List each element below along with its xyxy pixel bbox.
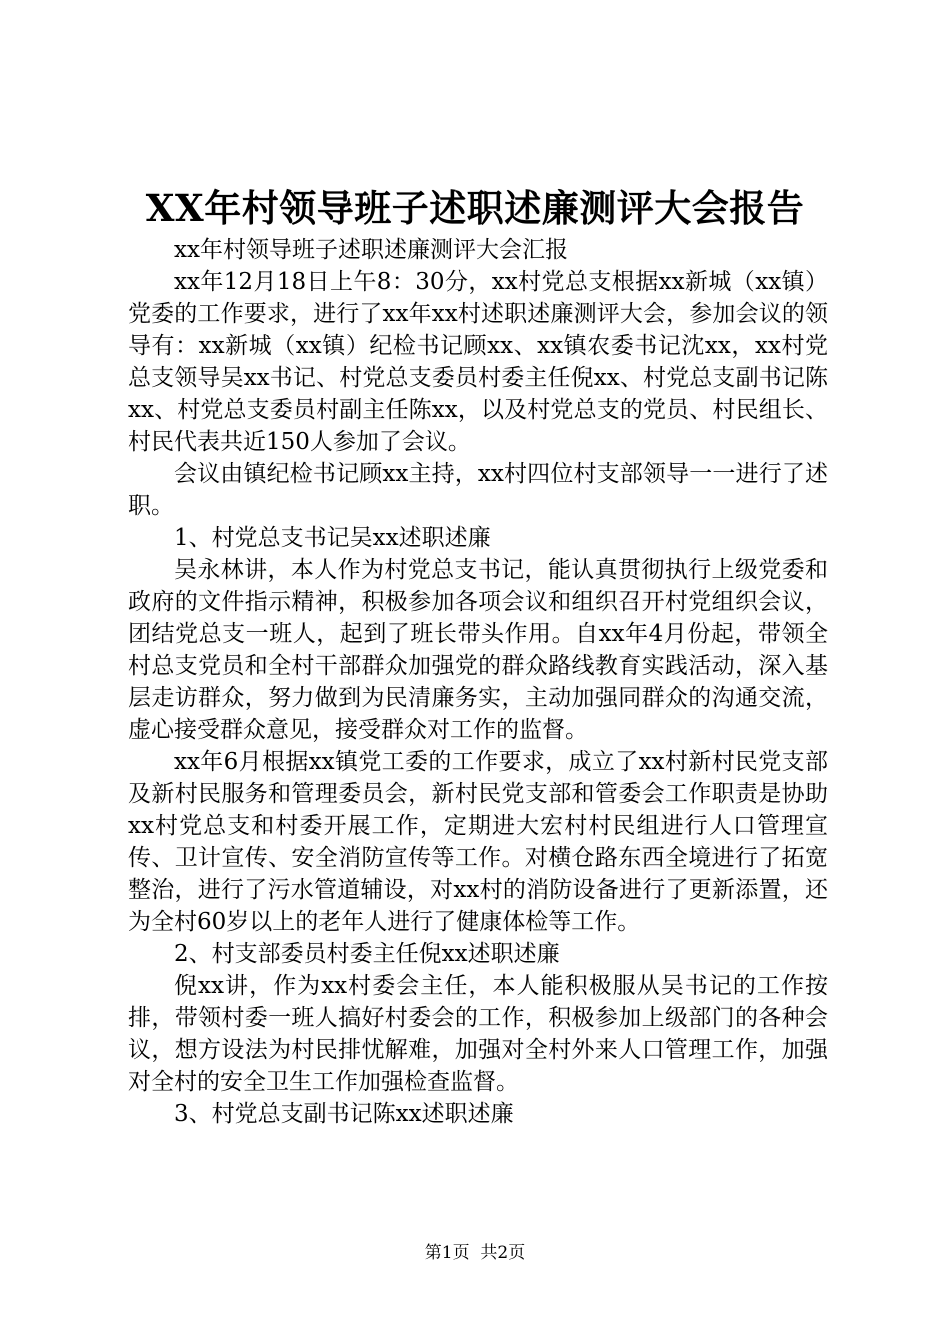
paragraph-section-1-a: 吴永林讲，本人作为村党总支书记，能认真贯彻执行上级党委和政府的文件指示精神，积极参加各项会议和组织召开村党组织会议，团结党总支一班人，起到了班长带头作用。自xx年4月份起，带领全村总支党员和全村干部群众加强党的群众路线教育实践活动，深入基层走访群众，努力做到为民清廉务实，主动加强同群众的沟通交流，虚心接受群众意见，接受群众对工作的监督。 xyxy=(128,557,828,743)
document-title: XX年村领导班子述职述廉测评大会报告 xyxy=(145,186,805,230)
paragraph-section-2: 倪xx讲，作为xx村委会主任，本人能积极服从吴书记的工作按排，带领村委一班人搞好村委会的工作，积极参加上级部门的各种会议，想方设法为村民排忧解难，加强对全村外来人口管理工作，加强对全村的安全卫生工作加强检查监督。 xyxy=(128,973,828,1095)
page-number: 第1页 xyxy=(424,1243,470,1263)
footer-spacer xyxy=(470,1243,481,1263)
paragraph-meeting-host: 会议由镇纪检书记顾xx主持，xx村四位村支部领导一一进行了述职。 xyxy=(128,461,828,519)
report-subtitle: xx年村领导班子述职述廉测评大会汇报 xyxy=(174,237,568,263)
section-heading-3: 3、村党总支副书记陈xx述职述廉 xyxy=(174,1101,514,1127)
page-footer xyxy=(0,1241,950,1265)
paragraph-meeting-intro: xx年12月18日上午8：30分，xx村党总支根据xx新城（xx镇）党委的工作要求，进行了xx年xx村述职述廉测评大会，参加会议的领导有：xx新城（xx镇）纪检书记顾xx、xx镇农委书记沈xx，xx村党总支领导吴xx书记、村党总支委员村委主任倪xx、村党总支副书记陈xx、村党总支委员村副主任陈xx，以及村党总支的党员、村民组长、村民代表共近150人参加了会议。 xyxy=(128,269,828,455)
page-total: 共2页 xyxy=(480,1243,526,1263)
paragraph-section-1-b: xx年6月根据xx镇党工委的工作要求，成立了xx村新村民党支部及新村民服务和管理委员会，新村民党支部和管委会工作职责是协助xx村党总支和村委开展工作，定期进大宏村村民组进行人口管理宣传、卫计宣传、安全消防宣传等工作。对横仓路东西全境进行了拓宽整治，进行了污水管道辅设，对xx村的消防设备进行了更新添置，还为全村60岁以上的老年人进行了健康体检等工作。 xyxy=(128,749,828,935)
section-heading-2: 2、村支部委员村委主任倪xx述职述廉 xyxy=(174,941,560,967)
document-body xyxy=(128,234,828,1130)
section-heading-1: 1、村党总支书记吴xx述职述廉 xyxy=(174,525,491,551)
